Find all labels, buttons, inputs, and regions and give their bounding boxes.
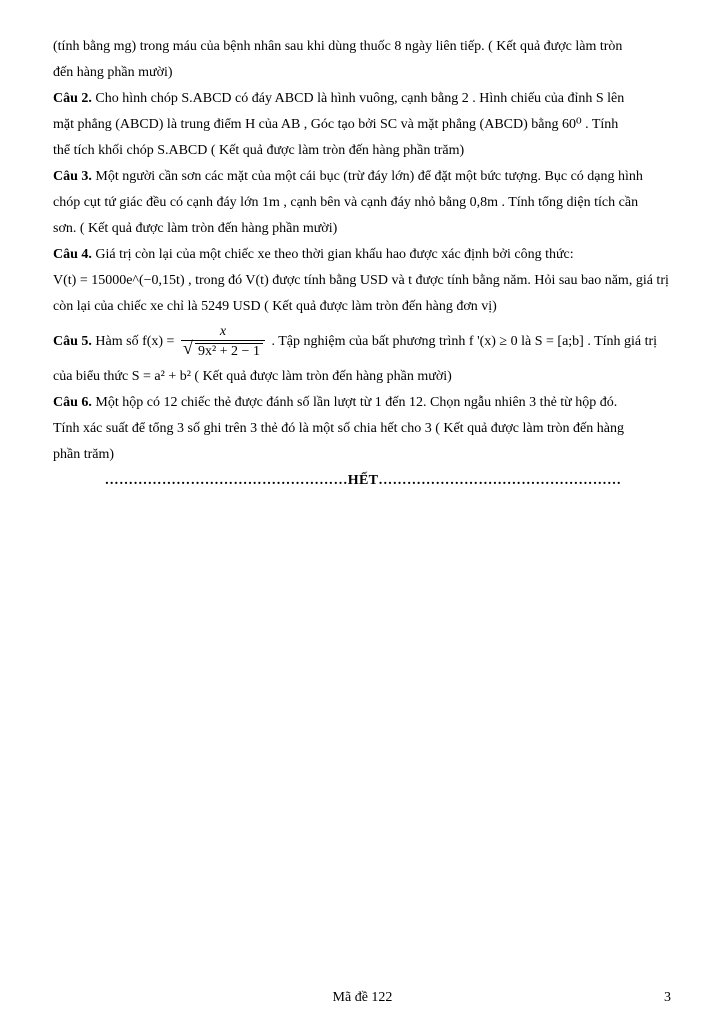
question-5-label: Câu 5. (53, 334, 92, 349)
fraction-numerator: x (181, 324, 265, 341)
question-3-label: Câu 3. (53, 169, 92, 184)
question-5-line-1-rest: . Tập nghiệm của bất phương trình f '(x) ≥ 0 là S = [a;b] . Tính giá trị (267, 334, 658, 349)
question-5-line-2: của biểu thức S = a² + b² ( Kết quả được làm tròn đến hàng phần mười) (53, 369, 452, 384)
radical-sign-icon: √ (182, 337, 193, 358)
question-2 (53, 86, 673, 112)
radicand: 9x² + 2 − 1 (195, 343, 263, 360)
function-fraction (181, 324, 265, 360)
question-6-line-1: Một hộp có 12 chiếc thẻ được đánh số lần lượt từ 1 đến 12. Chọn ngẫu nhiên 3 thẻ từ hộp đó. (91, 395, 618, 410)
question-3-line-3: sơn. ( Kết quả được làm tròn đến hàng phần mười) (53, 221, 338, 236)
question-4-line-2: V(t) = 15000e^(−0,15t) , trong đó V(t) được tính bằng USD và t được tính bằng năm. Hỏi sau bao năm, giá trị (53, 273, 669, 288)
question-5-function-prefix: Hàm số f(x) = (91, 334, 178, 349)
question-3-line-1: Một người cần sơn các mặt của một cái bục (trừ đáy lớn) để đặt một bức tượng. Bục có dạng hình (91, 169, 643, 184)
question-2-line-3: thể tích khối chóp S.ABCD ( Kết quả được làm tròn đến hàng phần trăm) (53, 143, 465, 158)
question-4-line-1: Giá trị còn lại của một chiếc xe theo thời gian khấu hao được xác định bởi công thức: (91, 247, 574, 262)
end-marker: ……………………………………………HẾT…………………………………………… (104, 473, 622, 488)
question-2-line-1: Cho hình chóp S.ABCD có đáy ABCD là hình vuông, cạnh bằng 2 . Hình chiếu của đỉnh S lên (91, 91, 625, 106)
question-4 (53, 242, 673, 268)
square-root (182, 337, 263, 360)
fraction-denominator (181, 337, 265, 360)
question-6-label: Câu 6. (53, 395, 92, 410)
question-4-line-3: còn lại của chiếc xe chỉ là 5249 USD ( Kết quả được làm tròn đến hàng đơn vị) (53, 299, 497, 314)
question-2-label: Câu 2. (53, 91, 92, 106)
question-3-line-2: chóp cụt tứ giác đều có cạnh đáy lớn 1m , cạnh bên và cạnh đáy nhỏ bằng 0,8m . Tính tổng diện tích cần (53, 195, 639, 210)
question-6-line-2: Tính xác suất để tổng 3 số ghi trên 3 thẻ đó là một số chia hết cho 3 ( Kết quả được làm tròn đến hàng (53, 421, 624, 436)
question-4-label: Câu 4. (53, 247, 92, 262)
question-5 (53, 320, 673, 364)
question-content (53, 34, 673, 494)
question-3 (53, 164, 673, 190)
page-number: 3 (664, 990, 671, 1005)
question-2-line-2: mặt phẳng (ABCD) là trung điểm H của AB , Góc tạo bởi SC và mặt phẳng (ABCD) bằng 60⁰ . Tính (53, 117, 619, 132)
intro-line-2: đến hàng phần mười) (53, 65, 173, 80)
exam-code: Mã đề 122 (332, 990, 393, 1005)
question-6 (53, 390, 673, 416)
question-6-line-3: phần trăm) (53, 447, 115, 462)
intro-line-1: (tính bằng mg) trong máu của bệnh nhân sau khi dùng thuốc 8 ngày liên tiếp. ( Kết quả được làm tròn (53, 39, 623, 54)
